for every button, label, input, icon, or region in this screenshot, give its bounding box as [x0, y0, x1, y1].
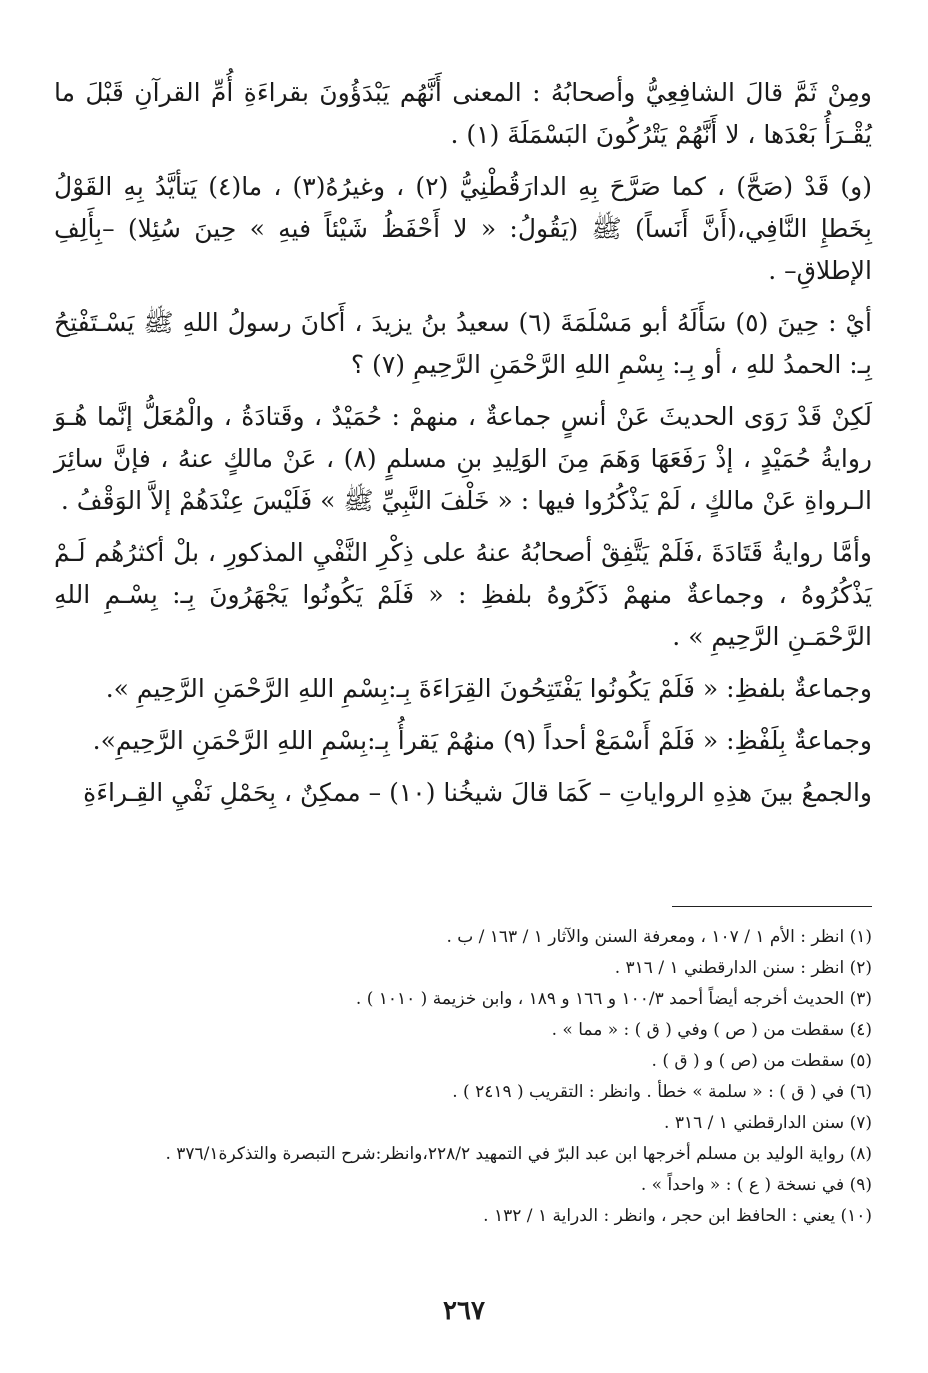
footnote-separator [672, 906, 872, 907]
paragraph: لَكِنْ قَدْ رَوَى الحديثَ عَنْ أنسٍ جماعةٌ ، منهمْ : حُمَيْدٌ ، وقَتادَةُ ، والْمُعَلُّ إنَّما هُـوَ روايةُ حُمَيْدٍ ، إذْ رَفَعَهَا وَهَمَ مِنَ الوَلِيدِ بنِ مسلمٍ (٨) ، عَنْ مالكٍ عنهُ ، فإنَّ سائِرَ الـرواةِ عَنْ مالكٍ ، لَمْ يَذْكُرُوا فيها : « خَلْفَ النَّبِيِّ ﷺ » فَلَيْسَ عِنْدَهُمْ إلاَّ الوَقْفُ . [54, 402, 872, 515]
footnote: (٨) رواية الوليد بن مسلم أخرجها ابن عبد البرّ في التمهيد ٢٢٨/٢،وانظر:شرح التبصرة والتذكرة٣٧٦/١ . [165, 1144, 872, 1164]
footnotes [54, 922, 872, 1232]
paragraph: أيْ : حِينَ (٥) سَأَلَهُ أبو مَسْلَمَةَ (٦) سعيدُ بنُ يزيدَ ، أَكانَ رسولُ اللهِ ﷺ يَسْـتَفْتِحُ بِـ: الحمدُ للهِ ، أو بِـ: بِسْمِ اللهِ الرَّحْمَنِ الرَّحِيمِ (٧) ؟ [54, 308, 873, 379]
paragraph: والجمعُ بينَ هذِهِ الرواياتِ – كَمَا قالَ شيخُنا (١٠) – ممكِنٌ ، بِحَمْلِ نَفْيِ القِـراءَةِ [83, 778, 872, 807]
paragraph: (و) قَدْ (صَحَّ) ، كما صَرَّحَ بِهِ الدارَقُطْنِيُّ (٢) ، وغيرُهُ(٣) ، ما(٤) يَتأيَّدُ بِهِ القَوْلُ بِخَطإِ النَّافِي،(أَنَّ أَنَساً) ﷺ (يَقُولُ: « لا أَحْفَظُ شَيْئاً فيهِ » حِينَ سُئِلا) –بِأَلِفِ الإطلاقِ– . [54, 172, 872, 285]
paragraph: وأمَّا روايةُ قَتَادَةَ ،فَلَمْ يَتَّفِقْ أصحابُهُ عنهُ على ذِكْرِ النَّفْيِ المذكورِ ، بلْ أكثرُهُم لَـمْ يَذْكُرُوهُ ، وجماعةٌ منهمْ ذَكَرُوهُ بلفظِ : « فَلَمْ يَكُونُوا يَجْهَرُونَ بِـ: بِسْـمِ اللهِ الرَّحْمَـنِ الرَّحِيمِ » . [54, 538, 872, 651]
main-text [54, 72, 872, 824]
paragraph: وجماعةٌ بِلَفْظِ: « فَلَمْ أَسْمَعْ أحداً (٩) منهُمْ يَقرأُ بِـ:بِسْمِ اللهِ الرَّحْمَنِ الرَّحِيمِ». [92, 726, 872, 755]
footnote: (٩) في نسخة ( ع ) : « واحداً » . [640, 1175, 872, 1195]
footnote: (٢) انظر : سنن الدارقطني ١ / ٣١٦ . [614, 958, 872, 978]
footnote: (٧) سنن الدارقطني ١ / ٣١٦ . [664, 1113, 872, 1133]
page-number: ٢٦٧ [443, 1296, 485, 1326]
paragraph: وجماعةٌ بلفظِ: « فَلَمْ يَكُونُوا يَفْتَتِحُونَ القِرَاءَةَ بِـ:بِسْمِ اللهِ الرَّحْمَنِ الرَّحِيمِ ». [105, 674, 872, 703]
footnote: (٤) سقطت من ( ص ) وفي ( ق ) : « مما » . [551, 1020, 872, 1040]
footnote: (٦) في ( ق ) : « سلمة » خطأ . وانظر : التقريب ( ٢٤١٩ ) . [452, 1082, 872, 1102]
footnote: (٥) سقطت من (ص ) و ( ق ) . [651, 1051, 872, 1071]
footnote: (١) انظر : الأم ١ / ١٠٧ ، ومعرفة السنن والآثار ١ / ١٦٣ / ب . [446, 927, 872, 947]
footnote: (١٠) يعني : الحافظ ابن حجر ، وانظر : الدراية ١ / ١٣٢ . [483, 1206, 872, 1226]
paragraph: ومِنْ ثَمَّ قالَ الشافِعِيُّ وأصحابُهُ : المعنى أَنَّهُم يَبْدَؤُونَ بقراءَةِ أُمِّ القرآنِ قَبْلَ ما يُقْـرَأُ بَعْدَها ، لا أَنَّهُمْ يَتْرُكُونَ البَسْمَلَةَ (١) . [54, 78, 872, 149]
footnote: (٣) الحديث أخرجه أيضاً أحمد ١٠٠/٣ و ١٦٦ و ١٨٩ ، وابن خزيمة ( ١٠١٠ ) . [355, 989, 872, 1009]
